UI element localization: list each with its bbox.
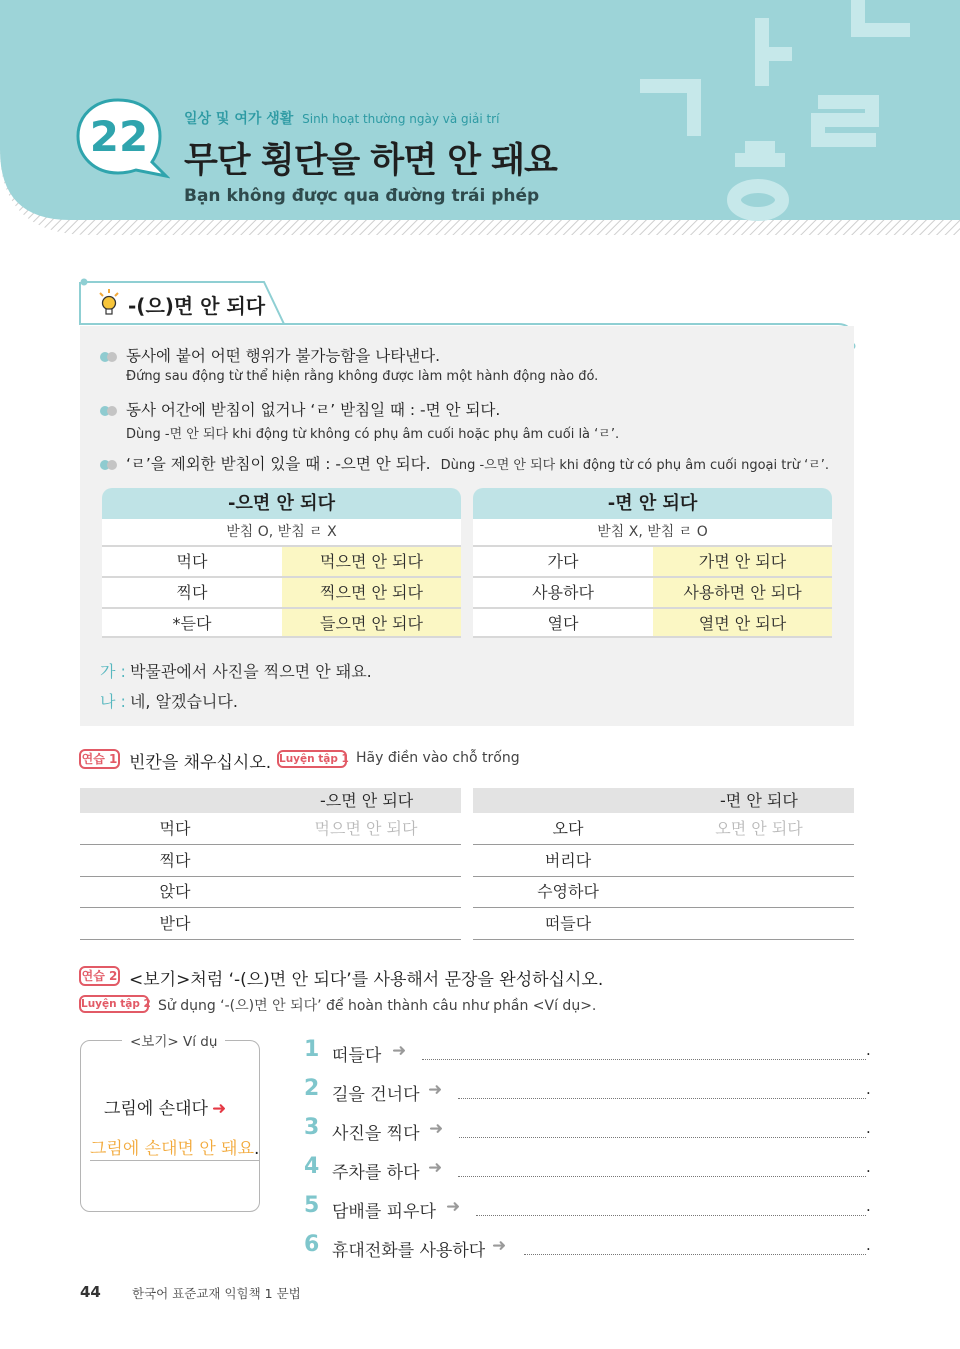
item-number: 1 bbox=[304, 1037, 320, 1062]
form-cell: 열면 안 되다 bbox=[653, 609, 832, 636]
dialog-line-1 bbox=[100, 659, 372, 682]
period: . bbox=[866, 1158, 871, 1176]
conjugation-table-myeon bbox=[473, 488, 832, 638]
verb: 수영하다 bbox=[537, 882, 599, 901]
conjugation-table-eumyeon bbox=[102, 488, 461, 638]
rule-3 bbox=[100, 452, 829, 474]
item-number: 4 bbox=[304, 1154, 320, 1179]
verb: 찍다 bbox=[159, 851, 191, 870]
rule-2 bbox=[100, 398, 500, 420]
item-prompt: 사진을 찍다 bbox=[332, 1124, 420, 1144]
exercise-row bbox=[473, 814, 854, 845]
table-row bbox=[102, 576, 461, 607]
answer-line[interactable] bbox=[458, 1098, 866, 1099]
bullet-icon bbox=[100, 352, 118, 362]
speaker-label: 나 : bbox=[100, 692, 126, 711]
example-prompt bbox=[104, 1094, 226, 1119]
answer-line[interactable] bbox=[459, 1137, 866, 1138]
exercise-row bbox=[473, 909, 854, 940]
rule-1-vi: Đứng sau động từ thể hiện rằng không được làm một hành động nào đó. bbox=[126, 369, 599, 384]
rule-2-vi: Dùng -면 안 되다 khi động từ không có phụ âm cuối hoặc phụ âm cuối là ‘ㄹ’. bbox=[126, 427, 620, 442]
verb: 먹다 bbox=[159, 819, 191, 838]
item-number: 3 bbox=[304, 1115, 320, 1140]
topic-vi: Sinh hoạt thường ngày và giải trí bbox=[302, 112, 500, 126]
arrow-right-icon: ➜ bbox=[211, 1099, 227, 1119]
table-row bbox=[473, 576, 832, 607]
example-answer bbox=[90, 1134, 259, 1161]
exercise-2-item-1 bbox=[304, 1037, 870, 1067]
exercise-1-right-head bbox=[473, 788, 854, 813]
topic-ko: 일상 및 여가 생활 bbox=[184, 111, 294, 127]
exercise-row bbox=[80, 814, 461, 845]
item-number: 5 bbox=[304, 1193, 320, 1218]
dialog-text: 네, 알겠습니다. bbox=[129, 692, 238, 711]
lesson-number: 22 bbox=[89, 112, 149, 161]
exercise-2-item-2 bbox=[304, 1076, 870, 1106]
rule-3-vi: Dùng -으면 안 되다 khi động từ có phụ âm cuối ngoại trừ ‘ㄹ’. bbox=[440, 458, 830, 473]
form-cell: 사용하면 안 되다 bbox=[653, 578, 832, 607]
item-number: 6 bbox=[304, 1232, 320, 1257]
item-prompt: 길을 건너다 bbox=[332, 1085, 420, 1105]
exercise-row bbox=[80, 909, 461, 940]
exercise-2-tag-vi: Luyện tập 2 bbox=[79, 995, 149, 1013]
rule-3-ko: ‘ㄹ’을 제외한 받침이 있을 때 : -으면 안 되다. bbox=[126, 455, 431, 473]
rule-1-ko: 동사에 붙어 어떤 행위가 불가능함을 나타낸다. bbox=[126, 347, 441, 365]
verb-cell: 찍다 bbox=[102, 578, 282, 607]
topic bbox=[184, 108, 499, 128]
example-label: <보기> Ví dụ bbox=[122, 1030, 225, 1050]
answer-field[interactable]: 먹으면 안 되다 bbox=[314, 819, 418, 838]
exercise-row bbox=[80, 877, 461, 908]
exercise-2-item-6 bbox=[304, 1232, 870, 1262]
item-prompt: 주차를 하다 bbox=[332, 1163, 420, 1183]
period: . bbox=[866, 1236, 871, 1254]
example-period: . bbox=[254, 1139, 260, 1159]
item-prompt: 담배를 피우다 bbox=[332, 1202, 436, 1222]
arrow-right-icon: ➜ bbox=[392, 1041, 407, 1061]
verb-cell: 가다 bbox=[473, 547, 653, 576]
lesson-title-vi: Bạn không được qua đường trái phép bbox=[184, 186, 540, 206]
exercise-1-title: 빈칸을 채우십시오. bbox=[129, 753, 272, 773]
verb-cell: 열다 bbox=[473, 609, 653, 636]
table-row bbox=[102, 607, 461, 638]
verb-cell: *듣다 bbox=[102, 609, 282, 636]
exercise-row bbox=[473, 846, 854, 877]
exercise-1-title-vi: Hãy điền vào chỗ trống bbox=[356, 750, 520, 766]
exercise-row bbox=[473, 877, 854, 908]
table-row bbox=[102, 545, 461, 576]
lightbulb-icon bbox=[98, 288, 120, 318]
lesson-title-ko: 무단 횡단을 하면 안 돼요 bbox=[184, 141, 557, 181]
verb: 앉다 bbox=[159, 882, 191, 901]
arrow-right-icon: ➜ bbox=[428, 1158, 443, 1178]
verb: 버리다 bbox=[544, 851, 592, 870]
answer-line[interactable] bbox=[458, 1176, 866, 1177]
form-cell: 찍으면 안 되다 bbox=[282, 578, 461, 607]
exercise-2-item-3 bbox=[304, 1115, 870, 1145]
exercise-2-item-5 bbox=[304, 1193, 870, 1223]
rule-1 bbox=[100, 344, 440, 366]
verb: 떠들다 bbox=[544, 914, 592, 933]
item-prompt: 떠들다 bbox=[332, 1046, 382, 1066]
form-cell: 들으면 안 되다 bbox=[282, 609, 461, 636]
dialog-text: 박물관에서 사진을 찍으면 안 돼요. bbox=[129, 662, 372, 681]
grammar-point-title: -(으)면 안 되다 bbox=[128, 294, 266, 318]
bullet-icon bbox=[100, 406, 118, 416]
bullet-icon bbox=[100, 460, 118, 470]
exercise-2-title-vi: Sử dụng ‘-(으)면 안 되다’ để hoàn thành câu như phần <Ví dụ>. bbox=[158, 998, 597, 1014]
arrow-right-icon: ➜ bbox=[429, 1119, 444, 1139]
period: . bbox=[866, 1119, 871, 1137]
arrow-right-icon: ➜ bbox=[446, 1197, 461, 1217]
book-title: 한국어 표준교재 익힘책 1 문법 bbox=[132, 1286, 301, 1301]
example-answer-text: 그림에 손대면 안 돼요 bbox=[90, 1139, 255, 1159]
column-head: -면 안 되다 bbox=[720, 791, 798, 810]
verb: 받다 bbox=[159, 914, 191, 933]
verb: 오다 bbox=[552, 819, 584, 838]
page-number: 44 bbox=[80, 1283, 101, 1301]
verb-cell: 먹다 bbox=[102, 547, 282, 576]
arrow-right-icon: ➜ bbox=[492, 1236, 507, 1256]
conjugation-table-head: -면 안 되다 bbox=[473, 488, 832, 519]
column-head: -으면 안 되다 bbox=[320, 791, 414, 810]
period: . bbox=[866, 1080, 871, 1098]
arrow-right-icon: ➜ bbox=[428, 1080, 443, 1100]
conjugation-table-condition: 받침 O, 받침 ㄹ X bbox=[102, 519, 461, 545]
form-cell: 먹으면 안 되다 bbox=[282, 547, 461, 576]
item-number: 2 bbox=[304, 1076, 320, 1101]
exercise-2-item-4 bbox=[304, 1154, 870, 1184]
table-row bbox=[473, 607, 832, 638]
conjugation-table-condition: 받침 X, 받침 ㄹ O bbox=[473, 519, 832, 545]
lesson-header bbox=[0, 0, 960, 235]
example-prompt-text: 그림에 손대다 bbox=[104, 1099, 208, 1119]
answer-field[interactable]: 오면 안 되다 bbox=[715, 819, 803, 838]
example-box bbox=[80, 1040, 260, 1212]
exercise-2-title: <보기>처럼 ‘-(으)면 안 되다’를 사용해서 문장을 완성하십시오. bbox=[129, 970, 604, 990]
exercise-1-tag: 연습 1 bbox=[79, 749, 120, 769]
rule-2-ko: 동사 어간에 받침이 없거나 ‘ㄹ’ 받침일 때 : -면 안 되다. bbox=[126, 401, 501, 419]
answer-line[interactable] bbox=[524, 1254, 866, 1255]
dialog-line-2 bbox=[100, 689, 238, 712]
period: . bbox=[866, 1041, 871, 1059]
conjugation-table-head: -으면 안 되다 bbox=[102, 488, 461, 519]
exercise-1-left-head bbox=[80, 788, 461, 813]
item-prompt: 휴대전화를 사용하다 bbox=[332, 1241, 486, 1261]
verb-cell: 사용하다 bbox=[473, 578, 653, 607]
form-cell: 가면 안 되다 bbox=[653, 547, 832, 576]
exercise-row bbox=[80, 846, 461, 877]
speaker-label: 가 : bbox=[100, 662, 126, 681]
exercise-2-tag: 연습 2 bbox=[79, 966, 120, 986]
exercise-1-tag-vi: Luyện tập 1 bbox=[277, 750, 347, 768]
period: . bbox=[866, 1197, 871, 1215]
answer-line[interactable] bbox=[476, 1215, 866, 1216]
answer-line[interactable] bbox=[422, 1059, 866, 1060]
table-row bbox=[473, 545, 832, 576]
